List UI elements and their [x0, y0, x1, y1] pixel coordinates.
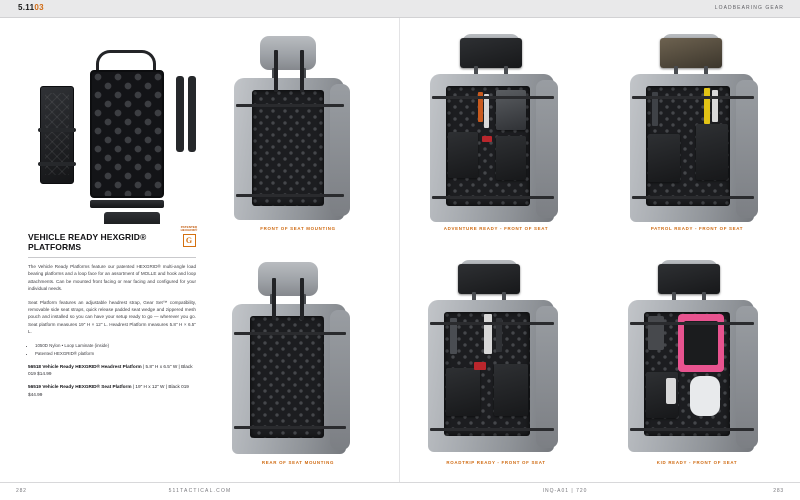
sku-dims: | 19" H x 12" W |: [132, 384, 168, 390]
tile-caption: FRONT OF SEAT MOUNTING: [260, 226, 336, 231]
sku-dims: | 5.8" H x 6.5" W |: [143, 363, 180, 369]
sku-number: 56518: [28, 363, 42, 369]
tile-hero-product: [24, 34, 200, 224]
feature-item: • 1050D Nylon • Loop Laminate (inside): [35, 342, 196, 349]
tool-red-accessory: [482, 136, 492, 142]
headrest-platform-pouch: [658, 264, 720, 294]
sku-color: Black 019: [28, 363, 193, 377]
seat-bolster-right: [536, 306, 558, 448]
tile-front-seat-mounting: [208, 28, 388, 240]
sku-entry-2: [28, 383, 196, 398]
tile-kid-ready: [604, 252, 790, 474]
seat-strap-lower: [236, 194, 344, 197]
tile-caption: REAR OF SEAT MOUNTING: [261, 460, 335, 465]
photo-adventure-ready: [400, 28, 592, 240]
sku-name: Vehicle Ready HEXGRID® Headrest Platform: [42, 363, 142, 369]
hero-headrest-platform: [104, 212, 160, 224]
page-footer-bar: [0, 482, 800, 500]
photo-patrol-ready: [604, 28, 790, 240]
product-title: VEHICLE READY HEXGRID® PLATFORMS: [28, 232, 147, 252]
header-sku-secondary: 03: [34, 3, 44, 12]
seat-strap-upper: [234, 332, 346, 335]
seat-strap-upper: [236, 104, 344, 107]
product-description-1: The Vehicle Ready Platforms feature our patented HEXGRID® multi-angle load bearing platforms and a loop face for an assortment of MOLLE and hook and loop attachments. Can be mounted front facing or rear facing and configured for your individual needs.: [28, 264, 196, 292]
kid-plush-toy: [690, 376, 720, 416]
accessory-pouch-right: [494, 364, 528, 416]
sku-entry-1: [28, 363, 196, 378]
header-sku-primary: 5.11: [18, 3, 35, 12]
headrest-platform-pouch: [458, 264, 520, 294]
tool-silver-light: [712, 90, 718, 122]
tool-flashlight: [484, 94, 489, 128]
seat-strap-upper: [630, 322, 754, 325]
product-description-2: Seat Platform features an adjustable headrest strap, Gear Set™ compatibility, removable side seat straps, quick release padded seat wedge and zippered mesh pouch and installed so you can have your setup ready to go — wherever you go. Seat platform measures 19" H × 12" L. Headrest Platform measures 5.8" H × 6.5" L.: [28, 299, 196, 335]
photo-rear-seat-mounting: [208, 252, 388, 474]
sku-price: $14.99: [37, 371, 52, 377]
photo-kid-ready: [604, 252, 790, 474]
sku-price: $44.99: [28, 391, 43, 397]
header-section-label: LOADBEARING GEAR: [714, 5, 784, 11]
hero-side-strap-a: [176, 76, 184, 152]
hero-side-strap-b: [188, 76, 196, 152]
tile-roadtrip-ready: [400, 252, 592, 474]
seat-strap-lower: [234, 426, 346, 429]
seat-strap-upper: [432, 96, 554, 99]
footer-website: 511TACTICAL.COM: [168, 488, 232, 494]
patented-hexgrid-badge: [178, 226, 200, 248]
accessory-pouch-left: [448, 132, 478, 178]
seat-strap-lower: [430, 428, 554, 431]
seat-strap-upper: [632, 96, 754, 99]
photo-front-seat-mounting: [208, 28, 388, 240]
tile-rear-seat-mounting: [208, 252, 388, 474]
accessory-pouch-left: [446, 368, 480, 416]
feature-list: [28, 342, 196, 357]
footer-reference-code: INQ-A01 | 720: [542, 488, 588, 494]
hero-bag-strap-upper: [38, 128, 76, 132]
title-divider: [28, 257, 196, 258]
feature-item: • Patented HEXGRID® platform: [35, 350, 196, 357]
tile-caption: KID READY - FRONT OF SEAT: [656, 460, 738, 465]
headrest-strap-left: [274, 50, 278, 92]
headrest-strap-right: [300, 278, 304, 320]
kid-bottle: [666, 378, 676, 404]
sku-name: Vehicle Ready HEXGRID® Seat Platform: [42, 384, 132, 390]
tool-yellow-marker: [704, 88, 710, 124]
headrest-platform-pouch: [460, 38, 522, 68]
sku-number: 56519: [28, 384, 42, 390]
sku-color: Black 019: [168, 384, 189, 390]
headrest-platform-pouch: [660, 38, 722, 68]
hexgrid-seat-platform: [252, 90, 324, 206]
hero-platform-base: [90, 200, 164, 208]
accessory-pouch-lower-right: [496, 136, 526, 180]
seat-strap-lower: [630, 428, 754, 431]
badge-mark: G: [183, 234, 196, 247]
hero-product-photo: [24, 34, 200, 224]
tool-red-item: [474, 362, 486, 370]
hero-bag-strap-lower: [38, 162, 76, 166]
hero-hexgrid-platform: [90, 70, 164, 198]
page-header-bar: [0, 0, 800, 18]
tool-water-bottle: [484, 314, 492, 354]
badge-label: PATENTED HEXGRID®: [180, 225, 198, 233]
seat-headrest: [258, 262, 318, 296]
footer-page-number-right: 283: [773, 488, 784, 494]
accessory-pouch-left: [648, 134, 680, 182]
seat-bolster-right: [736, 306, 758, 448]
tile-caption: ROADTRIP READY - FRONT OF SEAT: [446, 460, 546, 465]
accessory-pouch-right: [696, 124, 728, 180]
hero-soft-bag: [40, 86, 74, 184]
tile-patrol-ready: [604, 28, 790, 240]
tile-caption: PATROL READY - FRONT OF SEAT: [650, 226, 744, 231]
seat-strap-lower: [632, 196, 754, 199]
headrest-strap-left: [272, 278, 276, 320]
header-sku: [18, 3, 44, 12]
copy-block: [28, 232, 196, 404]
seat-strap-lower: [432, 196, 554, 199]
footer-page-number-left: 282: [16, 488, 27, 494]
seat-bolster-right: [330, 310, 350, 450]
seat-strap-upper: [430, 322, 554, 325]
headrest-strap-right: [300, 50, 304, 92]
kid-tablet-screen: [684, 321, 718, 365]
tile-adventure-ready: [400, 28, 592, 240]
seat-headrest: [260, 36, 316, 70]
tile-caption: ADVENTURE READY - FRONT OF SEAT: [443, 226, 549, 231]
photo-roadtrip-ready: [400, 252, 592, 474]
